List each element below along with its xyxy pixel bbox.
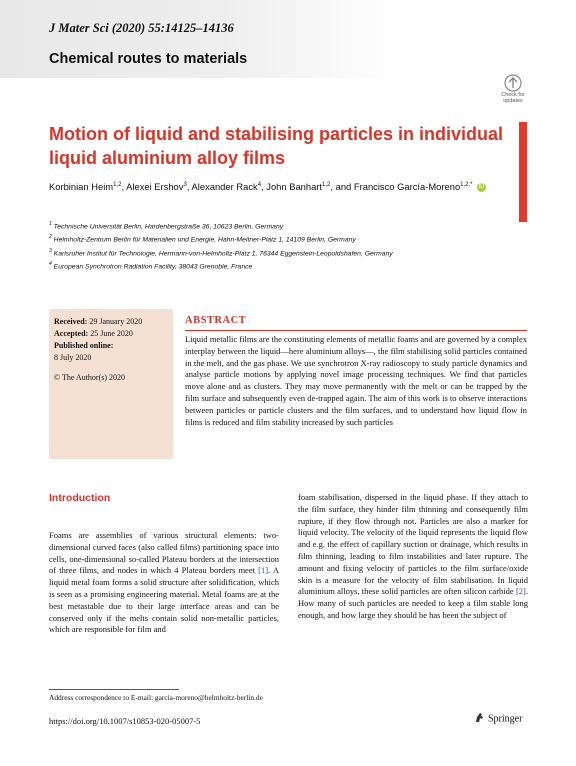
publisher-name: Springer — [488, 713, 523, 725]
author-separator: , — [121, 181, 127, 192]
check-updates-icon — [504, 74, 522, 92]
author-name[interactable]: Alexander Rack — [191, 181, 258, 192]
author-affil-sup: 1,2 — [113, 181, 122, 188]
author-name[interactable]: Korbinian Heim — [49, 181, 114, 192]
paragraph-text: . How many of such particles are needed to keep a film stable long enough, and how large they should be has been the subject of — [298, 586, 528, 620]
author-name[interactable]: John Banhart — [266, 181, 323, 192]
citation-link[interactable]: [1] — [258, 565, 269, 576]
affiliation-text: European Synchrotron Radiation Facility, 38043 Grenoble, France — [53, 263, 253, 271]
accepted-label: Accepted: — [54, 329, 89, 338]
affiliation-text: Technische Universität Berlin, Hardenbergstraße 36, 10623 Berlin, Germany — [53, 223, 284, 231]
copyright-line — [54, 372, 173, 384]
received-label: Received: — [54, 317, 88, 326]
check-updates-line2: updates — [503, 98, 523, 104]
affiliation-number: 2 — [49, 234, 52, 241]
abstract-rule — [185, 330, 527, 331]
abstract-body: Liquid metallic films are the constituting elements of metallic foams and are governed by a complex interplay between the liquid—here aluminium alloys—, the film stabilising solid particles contained in the melt, and the gas phase. We use synchrotron X-ray radioscopy to study particle dynamics and analyse particle motions by applying novel image processing techniques. We find that particles move alone and as clusters. They may move permanently with the melt or can be trapped by the film surface and subsequently even de-trapped again. The aim of this work is to observe interactions between particles or particle clusters and the film surfaces, and to understand how liquid flow in films is reduced and film stability increased by such particles — [185, 334, 527, 427]
check-for-updates-badge[interactable] — [498, 74, 528, 104]
author-affil-sup: 1,2,* — [460, 181, 473, 188]
author-separator: , — [261, 181, 267, 192]
journal-reference: J Mater Sci (2020) 55:14125–14136 — [49, 21, 234, 35]
accepted-value: 25 June 2020 — [90, 329, 133, 338]
affiliation-number: 4 — [49, 261, 52, 268]
paragraph-text: foam stabilisation, dispersed in the liquid phase. If they attach to the film surface, they hinder film thinning and consequently film rupture, if they flow through not. Particles are also a marker for liquid velocity. The velocity of the liquid represents the liquid flow and e.g. the effect of capillary suction or drainage, which results in film thinning, leading to film instabilities and later rupture. The amount and fixing velocity of particles to the film surface/oxide skin is a measure for the velocity of film stabilisation. In liquid aluminium alloys, these solid particles are often silicon carbide — [298, 492, 528, 597]
introduction-heading: Introduction — [49, 492, 111, 504]
check-updates-line1: Check for — [501, 92, 525, 98]
publisher-logo — [474, 712, 522, 726]
accent-bar — [519, 122, 527, 222]
received-value: 29 January 2020 — [89, 317, 143, 326]
correspondence-footnote: Address correspondence to E-mail: garcia-moreno@helmholtz-berlin.de — [49, 693, 263, 702]
copyright-text: The Author(s) 2020 — [61, 373, 126, 382]
affiliation-item — [49, 232, 519, 245]
author-name[interactable]: Francisco García-Moreno — [353, 181, 461, 192]
copyright-icon: © — [54, 373, 61, 382]
paragraph-text: . A liquid metal foam forms a solid structure after solidification, which is seen as a promising engineering material. Metal foams are at the best metastable due to their large interface areas and can be conserved only if the melts contain solid non-metallic particles, which are responsible for film and — [49, 565, 279, 635]
affiliation-number: 3 — [49, 247, 52, 254]
published-date: 8 July 2020 — [54, 353, 92, 362]
abstract-heading: ABSTRACT — [185, 315, 247, 326]
doi-link[interactable]: https://doi.org/10.1007/s10853-020-05007-5 — [49, 716, 201, 726]
affiliation-item — [49, 259, 519, 272]
orcid-icon[interactable]: iD — [478, 184, 485, 191]
introduction-left-column — [49, 530, 279, 636]
citation-link[interactable]: [2] — [515, 586, 526, 597]
received-date — [54, 316, 173, 328]
footnote-rule — [49, 689, 179, 690]
affiliations — [49, 219, 519, 273]
affiliation-item — [49, 219, 519, 232]
affiliation-item — [49, 246, 519, 259]
author-separator: , — [186, 181, 192, 192]
article-title: Motion of liquid and stabilising particles in individual liquid aluminium alloy films — [49, 124, 504, 168]
published-label: Published online: — [54, 341, 114, 350]
springer-horse-icon — [474, 712, 485, 726]
author-separator: , — [330, 181, 336, 192]
accepted-date — [54, 328, 173, 340]
author-name[interactable]: Alexei Ershov — [126, 181, 184, 192]
affiliation-number: 1 — [49, 221, 52, 227]
introduction-right-column — [298, 492, 528, 622]
paragraph-text: Foams are assemblies of various structural elements: two-dimensional curved faces (also called films) partitioning space into cells, one-dimensional so-called Plateau borders at the intersection of three films, and nodes in which 4 Plateau borders meet — [49, 530, 279, 576]
author-and: and — [335, 181, 352, 192]
affiliation-text: Karlsruher Institut für Technologie, Hermann-von-Helmholtz-Platz 1, 76344 Eggenstein-Leopoldshafen, Germany — [53, 250, 393, 258]
author-affil-sup: 1,2 — [322, 181, 331, 188]
affiliation-text: Helmholtz-Zentrum Berlin für Materialien und Energie, Hahn-Meitner-Platz 1, 14109 Berlin, Germany — [53, 236, 356, 244]
section-label: Chemical routes to materials — [49, 51, 248, 67]
author-affil-sup: 3 — [183, 181, 187, 188]
author-list — [49, 181, 519, 192]
author-affil-sup: 4 — [257, 181, 262, 188]
article-history-box — [49, 309, 173, 459]
